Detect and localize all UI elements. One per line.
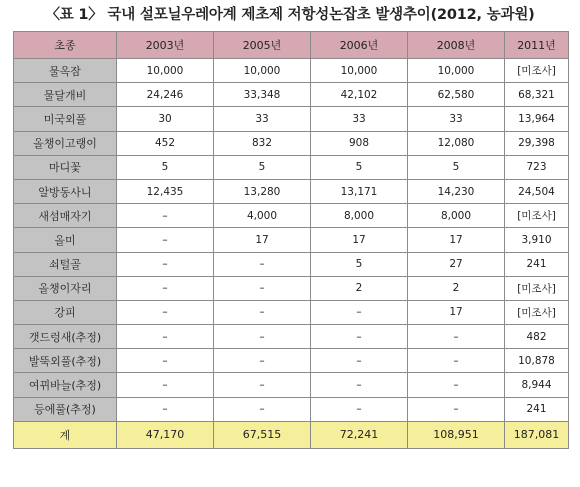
table-cell: –	[214, 325, 311, 349]
table-cell: –	[214, 397, 311, 421]
table-cell: 452	[117, 131, 214, 155]
table-cell: –	[408, 397, 505, 421]
table-cell: 17	[408, 228, 505, 252]
table-cell: –	[117, 276, 214, 300]
table-cell: 27	[408, 252, 505, 276]
table-row	[14, 179, 569, 203]
table-cell: 482	[505, 325, 569, 349]
table-cell: 5	[408, 155, 505, 179]
table-cell: 8,000	[311, 204, 408, 228]
table-row	[14, 107, 569, 131]
table-cell: 908	[311, 131, 408, 155]
species-name: 물옥잠	[14, 59, 117, 83]
table-cell: –	[214, 252, 311, 276]
table-cell: 42,102	[311, 83, 408, 107]
table-cell: –	[117, 325, 214, 349]
table-cell: –	[311, 349, 408, 373]
column-header-2006: 2006년	[311, 32, 408, 59]
table-cell: 24,246	[117, 83, 214, 107]
species-name: 물달개비	[14, 83, 117, 107]
species-name: 올챙이고랭이	[14, 131, 117, 155]
table-row	[14, 349, 569, 373]
table-cell: 17	[311, 228, 408, 252]
table-cell: 10,000	[408, 59, 505, 83]
table-cell: 10,878	[505, 349, 569, 373]
table-cell: 13,280	[214, 179, 311, 203]
table-cell: –	[408, 325, 505, 349]
table-cell: 2	[311, 276, 408, 300]
table-cell: –	[214, 373, 311, 397]
species-name: 강피	[14, 300, 117, 324]
table-row	[14, 228, 569, 252]
column-header-2011: 2011년	[505, 32, 569, 59]
table-row	[14, 325, 569, 349]
table-cell: –	[311, 397, 408, 421]
table-cell: 14,230	[408, 179, 505, 203]
total-label: 계	[14, 421, 117, 448]
table-title: 〈표 1〉 국내 설포닐우레아계 제초제 저항성논잡초 발생추이(2012, 농과원)	[45, 7, 535, 23]
species-name: 여뀌바늘(추정)	[14, 373, 117, 397]
table-cell: –	[408, 373, 505, 397]
species-name: 올챙이자리	[14, 276, 117, 300]
total-cell: 108,951	[408, 421, 505, 448]
table-row	[14, 204, 569, 228]
table-cell: 832	[214, 131, 311, 155]
table-cell: [미조사]	[505, 276, 569, 300]
column-header-2005: 2005년	[214, 32, 311, 59]
table-row	[14, 83, 569, 107]
table-row	[14, 252, 569, 276]
table-cell: 33	[311, 107, 408, 131]
table-cell: 29,398	[505, 131, 569, 155]
table-cell: –	[117, 252, 214, 276]
table-cell: –	[214, 300, 311, 324]
table-cell: –	[117, 349, 214, 373]
table-cell: –	[311, 373, 408, 397]
table-row	[14, 155, 569, 179]
species-name: 미국외풀	[14, 107, 117, 131]
table-cell: 10,000	[311, 59, 408, 83]
table-cell: 3,910	[505, 228, 569, 252]
table-row	[14, 397, 569, 421]
table-cell: 12,080	[408, 131, 505, 155]
species-name: 갯드렁새(추정)	[14, 325, 117, 349]
total-row	[14, 421, 569, 448]
species-name: 등에풀(추정)	[14, 397, 117, 421]
table-cell: 5	[311, 155, 408, 179]
table-cell: –	[117, 204, 214, 228]
table-cell: 17	[214, 228, 311, 252]
table-cell: 8,000	[408, 204, 505, 228]
table-cell: 8,944	[505, 373, 569, 397]
table-cell: 241	[505, 252, 569, 276]
species-name: 새섬매자기	[14, 204, 117, 228]
table-cell: 33	[214, 107, 311, 131]
species-name: 발뚝외풀(추정)	[14, 349, 117, 373]
species-name: 마디꽃	[14, 155, 117, 179]
column-header-2008: 2008년	[408, 32, 505, 59]
species-name: 알방동사니	[14, 179, 117, 203]
table-cell: –	[311, 300, 408, 324]
table-cell: –	[214, 349, 311, 373]
table-row	[14, 300, 569, 324]
table-cell: –	[408, 349, 505, 373]
table-cell: –	[117, 300, 214, 324]
table-cell: 62,580	[408, 83, 505, 107]
table-cell: 5	[117, 155, 214, 179]
table-cell: 5	[311, 252, 408, 276]
table-cell: 68,321	[505, 83, 569, 107]
table-cell: 17	[408, 300, 505, 324]
total-cell: 67,515	[214, 421, 311, 448]
table-cell: 241	[505, 397, 569, 421]
table-cell: 24,504	[505, 179, 569, 203]
table-cell: 12,435	[117, 179, 214, 203]
table-row	[14, 373, 569, 397]
total-cell: 187,081	[505, 421, 569, 448]
table-cell: –	[117, 228, 214, 252]
table-cell: 10,000	[214, 59, 311, 83]
table-cell: 33,348	[214, 83, 311, 107]
table-cell: [미조사]	[505, 300, 569, 324]
table-cell: –	[311, 325, 408, 349]
table-cell: 5	[214, 155, 311, 179]
table-cell: 723	[505, 155, 569, 179]
table-cell: 13,171	[311, 179, 408, 203]
column-header-2003: 2003년	[117, 32, 214, 59]
total-cell: 72,241	[311, 421, 408, 448]
table-cell: 33	[408, 107, 505, 131]
table-cell: 2	[408, 276, 505, 300]
total-cell: 47,170	[117, 421, 214, 448]
table-cell: 13,964	[505, 107, 569, 131]
table-row	[14, 59, 569, 83]
table-cell: [미조사]	[505, 204, 569, 228]
species-name: 쇠털골	[14, 252, 117, 276]
table-cell: 10,000	[117, 59, 214, 83]
table-row	[14, 276, 569, 300]
table-cell: –	[214, 276, 311, 300]
table-cell: –	[117, 397, 214, 421]
header-row	[14, 32, 569, 59]
table-cell: 30	[117, 107, 214, 131]
species-name: 올미	[14, 228, 117, 252]
table-cell: 4,000	[214, 204, 311, 228]
column-header-species: 초종	[14, 32, 117, 59]
table-cell: –	[117, 373, 214, 397]
table-row	[14, 131, 569, 155]
table-cell: [미조사]	[505, 59, 569, 83]
data-table	[13, 31, 569, 449]
